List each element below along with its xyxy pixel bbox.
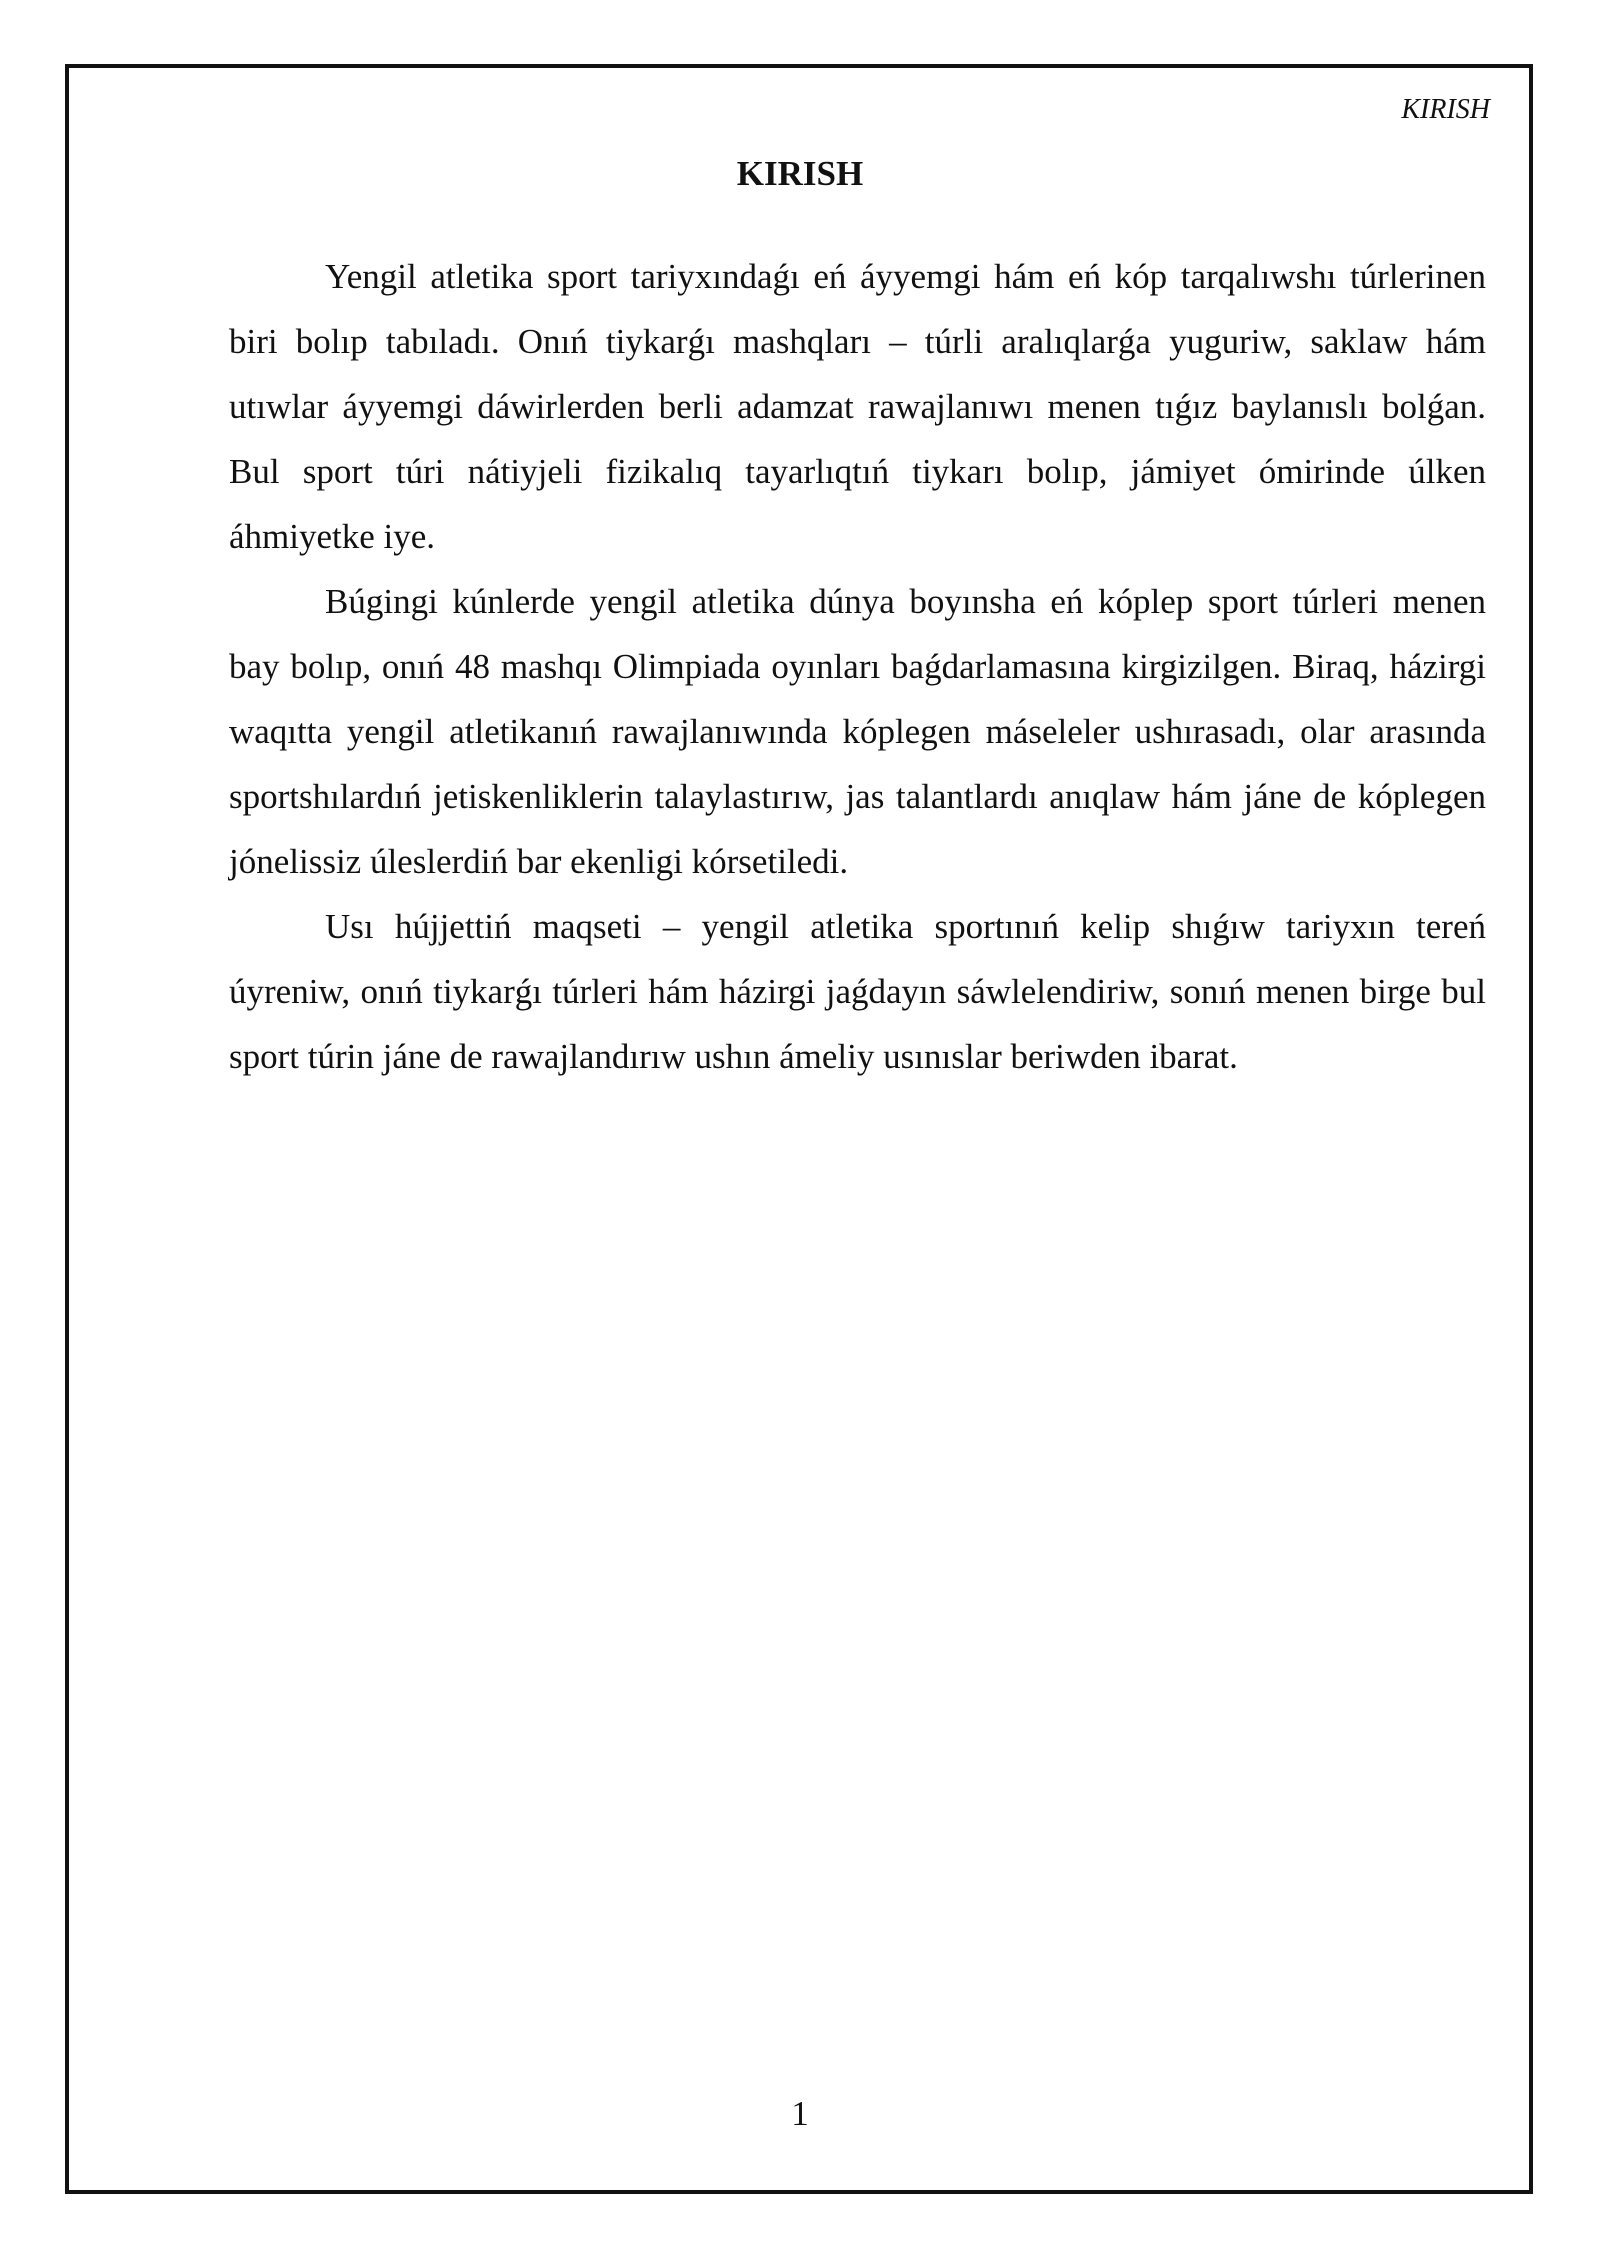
paragraph-2: Búgingi kúnlerde yengil atletika dúnya boyınsha eń kóplep sport túrleri menen bay bolıp, onıń 48 mashqı Olimpiada oyınları baǵdarlamasına kirgizilgen. Biraq, házirgi waqıtta yengil atletikanıń rawajlanıwında kóplegen máseleler ushırasadı, olar arasında sportshılardıń jetiskenliklerin talaylastırıw, jas talantlardı anıqlaw hám jáne de kóplegen jónelissiz úleslerdiń bar ekenligi kórsetiledi. xyxy=(229,582,1486,881)
paragraph-1: Yengil atletika sport tariyxındaǵı eń áyyemgi hám eń kóp tarqalıwshı túrlerinen biri bolıp tabıladı. Onıń tiykarǵı mashqları – túrli aralıqlarǵa yuguriw, saklaw hám utıwlar áyyemgi dáwirlerden berli adamzat rawajlanıwı menen tıǵız baylanıslı bolǵan. Bul sport túri nátiyjeli fizikalıq tayarlıqtıń tiykarı bolıp, jámiyet ómirinde úlken áhmiyetke iye. xyxy=(229,257,1486,556)
page-number: 1 xyxy=(791,2094,809,2133)
running-header: KIRISH xyxy=(1401,94,1490,125)
page-title: KIRISH xyxy=(736,154,864,193)
paragraph-3: Usı hújjettiń maqseti – yengil atletika sportınıń kelip shıǵıw tariyxın tereń úyreniw, onıń tiykarǵı túrleri hám házirgi jaǵdayın sáwlelendiriw, sonıń menen birge bul sport túrin jáne de rawajlandırıw ushın ámeliy usınıslar beriwden ibarat. xyxy=(229,907,1486,1076)
body-text xyxy=(229,244,1486,1089)
